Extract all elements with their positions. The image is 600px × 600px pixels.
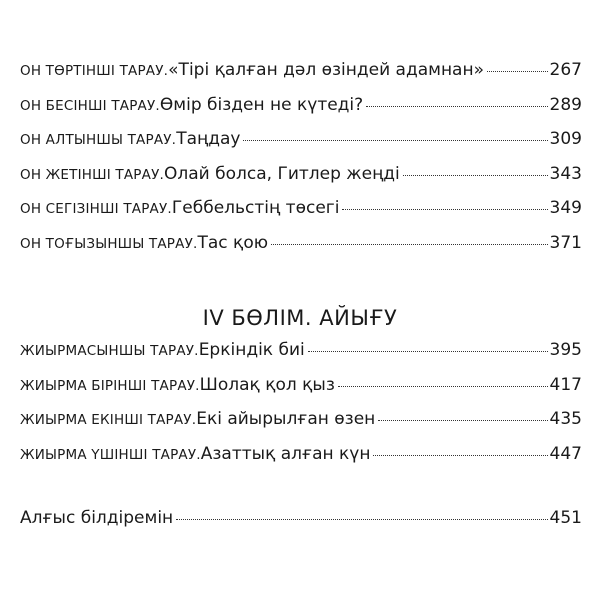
chapter-title: Азаттық алған күн [200,443,371,464]
toc-entry-ch23 [20,444,582,479]
chapter-title: Шолақ қол қыз [199,374,335,395]
chapter-label: ОН БЕСІНШІ ТАРАУ. [20,97,160,114]
toc-section-3 [20,508,582,543]
toc-entry-ch21 [20,375,582,410]
page-number: 417 [549,374,582,395]
dot-leader [373,455,547,456]
page-number: 371 [549,232,582,253]
chapter-label: ОН ЖЕТІНШІ ТАРАУ. [20,166,165,183]
toc-entry-ch17 [20,164,582,199]
page-number: 447 [549,443,582,464]
page-number: 349 [549,198,582,218]
chapter-title: Алғыс білдіремін [20,508,174,528]
page-number: 289 [549,94,582,115]
chapter-title: Таңдау [176,129,241,149]
toc-entry-ch20 [20,340,582,375]
toc-section-1 [20,60,582,267]
chapter-title: Еркіндік биі [198,340,305,360]
toc-entry-ch14 [20,60,582,95]
toc-entry-acknowledgements [20,508,582,543]
chapter-title: Геббельстің төсегі [171,198,340,218]
chapter-label: ЖИЫРМА ЕКІНШІ ТАРАУ. [20,412,197,428]
dot-leader [487,71,548,72]
toc-entry-ch15 [20,95,582,130]
dot-leader [403,175,548,176]
chapter-title: Екі айырылған өзен [196,409,376,429]
chapter-label: ОН СЕГІЗІНШІ ТАРАУ. [20,201,172,217]
toc-entry-ch19 [20,233,582,268]
dot-leader [342,209,547,210]
page-number: 451 [549,508,582,528]
chapter-title: Олай болса, Гитлер жеңді [164,163,400,184]
part-heading: IV БӨЛІМ. АЙЫҒУ [202,306,398,330]
toc-entry-ch18 [20,198,582,233]
toc-entry-ch22 [20,409,582,444]
chapter-label: ЖИЫРМАСЫНШЫ ТАРАУ. [20,343,199,359]
dot-leader [378,420,547,421]
chapter-title: Өмір бізден не күтеді? [159,94,364,115]
chapter-label: ЖИЫРМА ҮШІНШІ ТАРАУ. [20,446,201,463]
chapter-title: Тас қою [197,232,269,253]
page-number: 435 [549,409,582,429]
chapter-label: ОН АЛТЫНШЫ ТАРАУ. [20,132,177,148]
chapter-label: ОН ТӨРТІНШІ ТАРАУ. [20,63,169,79]
dot-leader [308,351,548,352]
page-number: 267 [549,60,582,80]
page-number: 309 [549,129,582,149]
dot-leader [366,106,547,107]
chapter-label: ОН ТОҒЫЗЫНШЫ ТАРАУ. [20,235,198,252]
dot-leader [243,140,547,141]
dot-leader [271,244,548,245]
page-number: 395 [549,340,582,360]
dot-leader [176,519,547,520]
page-number: 343 [549,163,582,184]
chapter-label: ЖИЫРМА БІРІНШІ ТАРАУ. [20,377,200,394]
chapter-title: «Тірі қалған дәл өзіндей адамнан» [168,60,484,80]
dot-leader [338,386,548,387]
toc-section-2 [20,340,582,478]
toc-entry-ch16 [20,129,582,164]
